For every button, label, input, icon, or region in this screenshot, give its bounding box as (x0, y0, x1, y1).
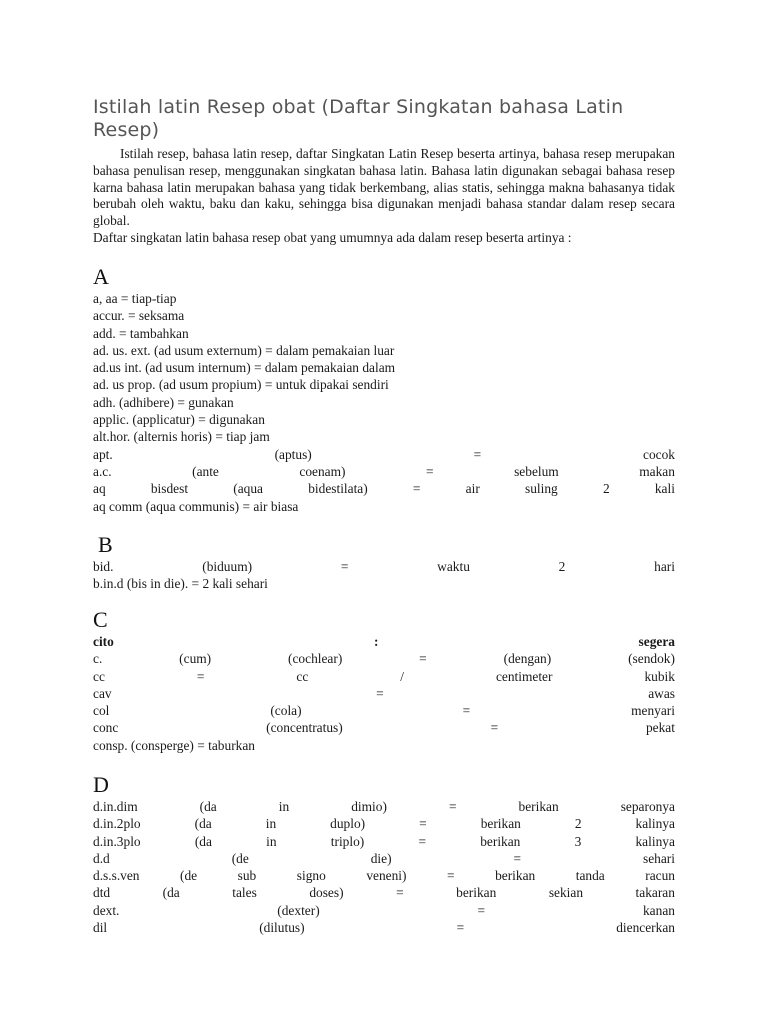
list-item-word: kalinya (635, 816, 675, 832)
list-item-word: (ante (192, 463, 219, 479)
list-item-word: cito (93, 634, 114, 649)
list-item-word: = (448, 799, 457, 814)
section-c (93, 607, 675, 754)
list-item (93, 850, 675, 867)
list-item-word: 2 (602, 481, 610, 497)
list-item-word: = (412, 481, 421, 497)
list-item-word: (cum) (179, 651, 212, 667)
list-item-word: (concentratus) (266, 720, 343, 736)
list-item: consp. (consperge) = taburkan (93, 737, 255, 753)
list-item-word: 3 (574, 833, 582, 849)
list-item (93, 446, 675, 463)
list-item: add. = tambahkan (93, 325, 189, 341)
list-item-word: = (446, 868, 455, 884)
list-item (93, 902, 675, 919)
list-item-word: = (513, 850, 522, 866)
intro-list-lead: Daftar singkatan latin bahasa resep obat yang umumnya ada dalam resep beserta artinya : (93, 229, 572, 245)
list-item-word: apt. (93, 446, 113, 462)
list-item: accur. = seksama (93, 308, 185, 324)
list-item-word: takaran (635, 885, 675, 901)
list-item-word: kubik (644, 668, 675, 684)
list-item (93, 833, 675, 850)
list-item-word: (cola) (270, 703, 302, 719)
list-item: ad. us. ext. (ad usum externum) = dalam pemakaian luar (93, 342, 395, 358)
list-item-word: awas (648, 685, 675, 701)
list-item-word: bidestilata) (308, 481, 368, 497)
list-item (93, 480, 675, 497)
list-item-word: pekat (645, 720, 675, 736)
list-item-word: coenam) (299, 463, 346, 479)
list-item-word: = (376, 685, 384, 701)
list-item-word: cav (93, 685, 112, 701)
list-item-word: die) (370, 850, 392, 866)
list-item-word: c. (93, 651, 103, 667)
section-letter-c: C (93, 607, 108, 632)
list-item-word: dil (93, 920, 108, 936)
list-item-word: / (400, 668, 404, 684)
list-item (93, 815, 675, 832)
section-letter-d: D (93, 772, 109, 797)
list-item-word: = (456, 920, 465, 936)
list-item: b.in.d (bis in die). = 2 kali sehari (93, 576, 268, 592)
list-item: applic. (applicatur) = digunakan (93, 412, 265, 428)
list-item-word: (aqua (233, 481, 263, 497)
list-item-word: sub (237, 868, 257, 884)
list-item: a, aa = tiap-tiap (93, 291, 177, 306)
list-item-word: = (419, 816, 427, 832)
list-item-word: menyari (631, 703, 675, 719)
list-item-word: dtd (93, 885, 111, 901)
list-item: aq comm (aqua communis) = air biasa (93, 498, 299, 514)
list-item-word: suling (525, 481, 558, 497)
list-item: ad. us prop. (ad usum propium) = untuk dipakai sendiri (93, 377, 389, 393)
list-item-word: berikan (480, 833, 521, 849)
list-item-word: = (473, 446, 482, 462)
list-item-word: kali (654, 481, 675, 497)
list-item: alt.hor. (alternis horis) = tiap jam (93, 429, 270, 445)
list-item-word: kanan (642, 902, 675, 918)
list-item-word: (sendok) (628, 651, 675, 667)
list-item-word: 2 (574, 816, 582, 832)
list-item: ad.us int. (ad usum internum) = dalam pemakaian dalam (93, 360, 396, 376)
list-item-word: d.in.2plo (93, 816, 141, 832)
list-item-word: = (462, 703, 471, 719)
list-item-word: (da (199, 799, 217, 814)
list-item (93, 702, 675, 719)
list-item-word: berikan (518, 799, 559, 814)
list-item-word: = (477, 902, 486, 918)
document-title: Istilah latin Resep obat (Daftar Singkatan bahasa Latin Resep) (93, 96, 624, 141)
list-item-word: kalinya (635, 833, 675, 849)
document-page (93, 96, 675, 247)
list-item (93, 867, 675, 884)
list-item-word: (de (180, 868, 198, 884)
list-item-word: cc (93, 668, 105, 684)
list-item-word: bid. (93, 559, 114, 574)
list-item-word: cc (296, 668, 309, 684)
section-d (93, 772, 675, 936)
section-letter-b: B (98, 532, 113, 557)
list-item-word: tales (232, 885, 257, 901)
list-item-word: duplo) (330, 816, 366, 832)
list-item-word: d.in.dim (93, 799, 138, 814)
list-item-word: berikan (480, 816, 521, 832)
list-item-word: in (265, 816, 277, 832)
list-item-word: (biduum) (202, 559, 253, 574)
list-item-word: triplo) (330, 833, 365, 849)
list-item-word: (cochlear) (288, 651, 343, 667)
list-item-word: col (93, 703, 110, 719)
list-item-word: racun (645, 868, 675, 884)
list-item-word: makan (639, 463, 675, 479)
list-item-word: (da (162, 885, 180, 901)
list-item-word: d.in.3plo (93, 833, 141, 849)
list-item-word: = (419, 651, 427, 667)
list-item-word: (da (194, 816, 212, 832)
list-item-word: signo (296, 868, 326, 884)
list-item-word: d.d (93, 850, 110, 866)
list-item-word: (aptus) (274, 446, 312, 462)
list-item (93, 633, 675, 650)
list-item-word: = (418, 833, 427, 849)
list-item (93, 463, 675, 480)
list-item-word: dext. (93, 902, 120, 918)
list-item-word: centimeter (495, 668, 553, 684)
list-item-word: sehari (643, 850, 675, 866)
list-item-word: = (396, 885, 404, 901)
list-item-word: (de (231, 850, 249, 866)
list-item (93, 798, 675, 815)
list-item (93, 884, 675, 901)
section-a (93, 264, 675, 515)
list-item (93, 650, 675, 667)
list-item-word: aq (93, 481, 106, 497)
section-letter-a: A (93, 264, 109, 289)
list-item-word: (dilutus) (259, 920, 305, 936)
list-item-word: air (465, 481, 480, 497)
list-item (93, 719, 675, 736)
list-item-word: dimio) (351, 799, 387, 814)
list-item-word: (da (194, 833, 212, 849)
list-item-word: cocok (643, 446, 675, 462)
list-item-word: waktu (437, 559, 470, 574)
section-b (93, 532, 675, 593)
list-item-word: in (266, 833, 277, 849)
list-item-word: hari (654, 559, 675, 574)
list-item-word: berikan (495, 868, 536, 884)
list-item-word: = (426, 463, 434, 479)
list-item-word: d.s.s.ven (93, 868, 140, 884)
list-item-word: (dengan) (503, 651, 552, 667)
list-item-word: 2 (558, 559, 566, 574)
list-item-word: = (340, 559, 349, 574)
list-item (93, 558, 675, 575)
list-item-word: : (373, 634, 379, 649)
list-item-word: (dexter) (277, 902, 320, 918)
list-item-word: bisdest (150, 481, 189, 497)
list-item: adh. (adhibere) = gunakan (93, 394, 234, 410)
list-item-word: veneni) (366, 868, 407, 884)
list-item (93, 919, 675, 936)
list-item-word: diencerkan (616, 920, 675, 936)
list-item-word: separonya (620, 799, 675, 814)
list-item-word: tanda (575, 868, 605, 884)
list-item-word: = (196, 668, 205, 684)
list-item-word: sekian (548, 885, 584, 901)
list-item-word: sebelum (514, 463, 559, 479)
list-item-word: berikan (456, 885, 497, 901)
list-item (93, 668, 675, 685)
list-item (93, 685, 675, 702)
list-item-word: conc (93, 720, 119, 736)
list-item-word: a.c. (93, 463, 112, 479)
intro-paragraph: Istilah resep, bahasa latin resep, daftar Singkatan Latin Resep beserta artinya, bahasa resep merupakan bahasa penulisan resep, menggunakan singkatan bahasa latin. Bahasa latin digunakan sebagai bahasa resep karna bahasa latin merupakan bahasa yang tidak berkembang, alias statis, sehingga makna bahasanya tidak berubah oleh waktu, baku dan kaku, sehingga bisa digunakan menjadi bahasa standar dalam resep secara global. (93, 146, 675, 229)
list-item-word: = (490, 720, 499, 736)
list-item-word: doses) (309, 885, 344, 901)
list-item-word: in (278, 799, 290, 814)
list-item-word: segera (638, 634, 675, 649)
